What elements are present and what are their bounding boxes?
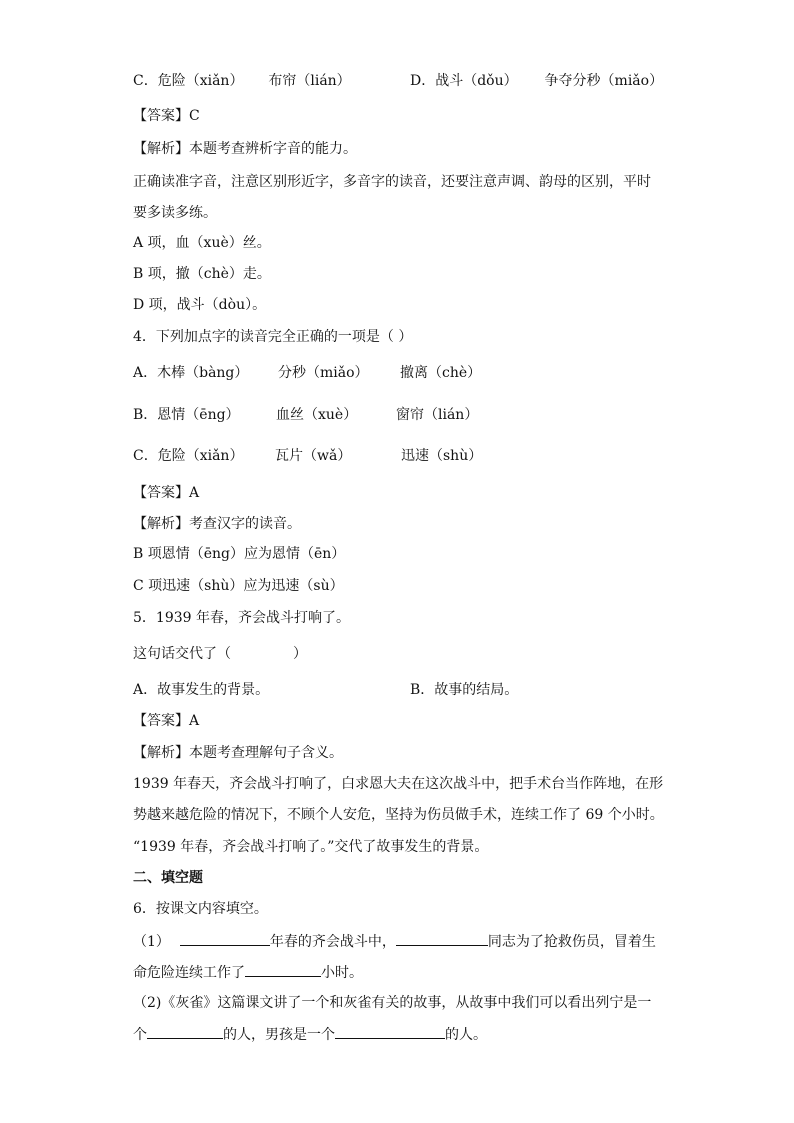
q5-answer: 【答案】A <box>133 713 200 729</box>
q4-option-c-2: 瓦片（wǎ） <box>275 448 352 464</box>
q5-option-b: B．故事的结局。 <box>410 682 519 698</box>
q3-option-d-a: D．战斗（dǒu） <box>410 73 518 89</box>
q3-analysis-line1: 正确读准字音，注意区别形近字，多音字的读音，还要注意声调、韵母的区别，平时 <box>133 174 651 190</box>
q3-answer: 【答案】C <box>133 108 200 124</box>
q4-option-b-3: 窗帘（lián） <box>396 407 479 423</box>
q4-analysis-b: B 项恩情（ēng）应为恩情（ēn） <box>133 546 346 562</box>
section-title-fill-in: 二、填空题 <box>133 870 203 886</box>
q6-blank-hours[interactable] <box>245 962 321 977</box>
q3-option-d-b: 争夺分秒（miǎo） <box>544 73 664 89</box>
q5-sub-close: ） <box>293 646 307 662</box>
q6-part1-num: （1） <box>133 934 170 950</box>
q4-option-b-2: 血丝（xuè） <box>276 407 358 423</box>
q6-part2-line2 <box>133 1024 487 1045</box>
q3-analysis-line2: 要多读多练。 <box>133 205 217 221</box>
q6-blank-lenin[interactable] <box>147 1024 223 1039</box>
q3-option-c-a: C．危险（xiǎn） <box>133 73 244 89</box>
q5-analysis-title: 【解析】本题考查理解句子含义。 <box>133 745 343 761</box>
q3-analysis-title: 【解析】本题考查辨析字音的能力。 <box>133 141 357 157</box>
q6-part2-text-b: 个 <box>133 1027 147 1043</box>
q4-option-a-1: A．木棒（bàng） <box>133 365 249 381</box>
q6-part1-text-b: 同志为了抢救伤员，冒着生 <box>487 934 656 950</box>
q5-stem: 5．1939 年春，齐会战斗打响了。 <box>133 610 350 626</box>
q6-stem: 6．按课文内容填空。 <box>133 901 268 917</box>
q6-part1-text-c: 命危险连续工作了 <box>133 965 245 981</box>
q5-analysis-2: 势越来越危险的情况下，不顾个人安危，坚持为伤员做手术，连续工作了 69 个小时。 <box>133 807 664 823</box>
q3-option-c-b: 布帘（lián） <box>268 73 351 89</box>
q4-answer: 【答案】A <box>133 485 200 501</box>
q6-blank-year[interactable] <box>180 931 270 946</box>
q5-sub: 这句话交代了（ <box>133 646 231 662</box>
q6-part1-line2 <box>133 962 363 983</box>
q4-option-a-3: 撤离（chè） <box>400 365 482 381</box>
q6-part2-line1: （2)《灰雀》这篇课文讲了一个和灰雀有关的故事，从故事中我们可以看出列宁是一 <box>133 995 652 1011</box>
q6-part2-text-d: 的人。 <box>445 1027 487 1043</box>
q4-option-c-3: 迅速（shù） <box>401 448 483 464</box>
q4-analysis-c: C 项迅速（shù）应为迅速（sù） <box>133 578 344 594</box>
q3-option-c-row <box>133 71 351 91</box>
q3-analysis-b: B 项，撤（chè）走。 <box>133 266 271 282</box>
q5-sub-row <box>133 644 307 664</box>
q6-part1-text-d: 小时。 <box>321 965 363 981</box>
q3-analysis-d: D 项，战斗（dòu）。 <box>133 297 267 313</box>
q4-stem: 4．下列加点字的读音完全正确的一项是（ ） <box>133 329 413 345</box>
q5-analysis-1: 1939 年春天，齐会战斗打响了，白求恩大夫在这次战斗中，把手术台当作阵地，在形 <box>133 776 664 792</box>
q4-option-c-1: C．危险（xiǎn） <box>133 448 244 464</box>
q4-analysis-title: 【解析】考查汉字的读音。 <box>133 516 301 532</box>
q6-blank-comrade[interactable] <box>396 931 488 946</box>
q6-blank-boy[interactable] <box>335 1024 445 1039</box>
q6-part1-text-a: 年春的齐会战斗中， <box>269 934 396 950</box>
q4-option-b-1: B．恩情（ēng） <box>133 407 240 423</box>
q6-part2-text-c: 的人，男孩是一个 <box>223 1027 335 1043</box>
q3-analysis-a: A 项，血（xuè）丝。 <box>133 235 271 251</box>
q6-part1-line1 <box>133 931 656 952</box>
q5-analysis-3: “1939 年春，齐会战斗打响了。”交代了故事发生的背景。 <box>133 839 489 855</box>
q4-option-a-2: 分秒（miǎo） <box>278 365 369 381</box>
q5-option-a: A．故事发生的背景。 <box>133 682 270 698</box>
q3-option-d-row <box>410 71 663 91</box>
